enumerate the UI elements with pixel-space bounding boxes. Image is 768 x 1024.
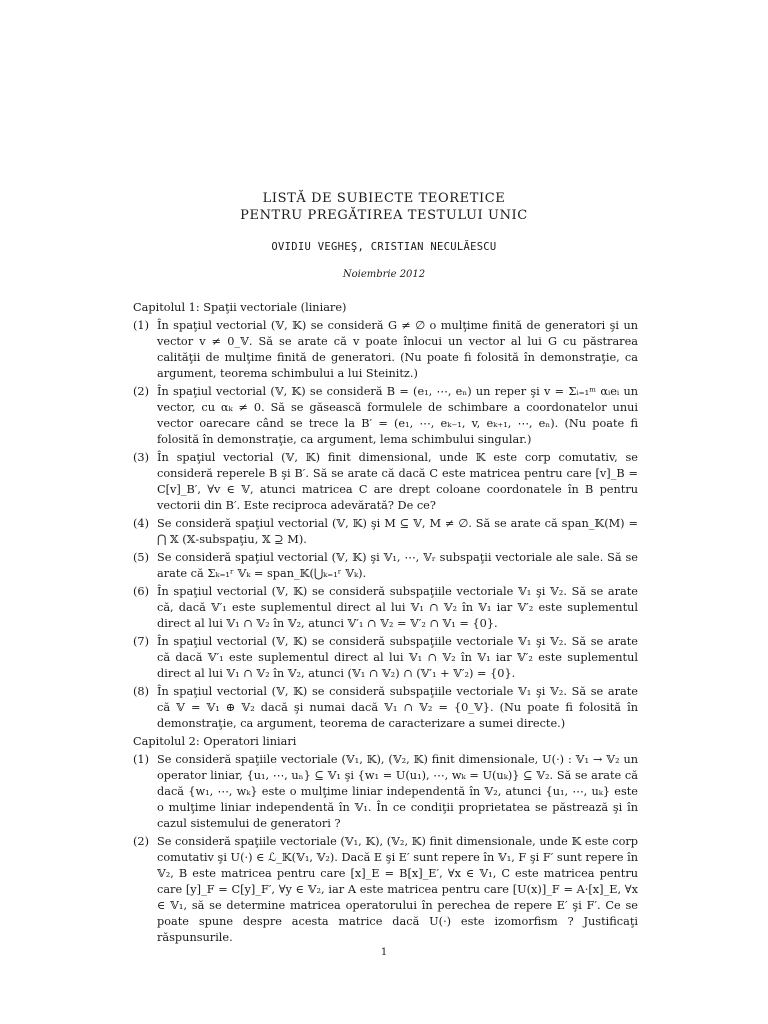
- item-number: (8): [133, 685, 150, 698]
- item-text: În spaţiul vectorial (𝕍, 𝕂) se consideră subspaţiile vectoriale 𝕍₁ şi 𝕍₂. Să se arate că 𝕍 = 𝕍₁ ⊕ 𝕍₂ dacă şi numai dacă 𝕍₁ ∩ 𝕍₂ = {0_𝕍}. (Nu poate fi folosită în demonstraţie, ca argument, teorema de caracterizare a sumei directe.): [157, 685, 638, 730]
- chapter-2-list: [133, 752, 638, 946]
- item-number: (1): [133, 753, 150, 766]
- list-item: [133, 684, 638, 732]
- list-item: [133, 450, 638, 514]
- list-item: [133, 318, 638, 382]
- list-item: [133, 550, 638, 582]
- item-number: (2): [133, 835, 150, 848]
- item-number: (6): [133, 585, 150, 598]
- list-item: [133, 634, 638, 682]
- item-number: (4): [133, 517, 150, 530]
- title-line-1: LISTĂ DE SUBIECTE TEORETICE: [262, 191, 506, 206]
- item-text: În spaţiul vectorial (𝕍, 𝕂) se consideră G ≠ ∅ o mulţime finită de generatori şi un vector v ≠ 0_𝕍. Să se arate că v poate înlocui un vector al lui G cu păstrarea calităţii de mulţime finită de generatori. (Nu poate fi folosită în demonstraţie, ca argument, teorema schimbului a lui Steinitz.): [157, 319, 638, 380]
- item-text: Se consideră spaţiul vectorial (𝕍, 𝕂) şi M ⊆ 𝕍, M ≠ ∅. Să se arate că span_𝕂(M) = ⋂ 𝕏 (𝕏-subspaţiu, 𝕏 ⊇ M).: [157, 517, 638, 546]
- item-number: (3): [133, 451, 150, 464]
- list-item: [133, 834, 638, 946]
- list-item: [133, 516, 638, 548]
- item-text: În spaţiul vectorial (𝕍, 𝕂) se consideră B = (e₁, ⋯, eₙ) un reper şi v = Σᵢ₌₁ᵐ αᵢeᵢ un vector, cu αₖ ≠ 0. Să se găsească formulele de schimbare a coordonatelor unui vector oarecare când se trece la B′ = (e₁, ⋯, eₖ₋₁, v, eₖ₊₁, ⋯, eₙ). (Nu poate fi folosită în demonstraţie, ca argument, lema schimbului singular.): [157, 385, 638, 446]
- item-text: În spaţiul vectorial (𝕍, 𝕂) se consideră subspaţiile vectoriale 𝕍₁ şi 𝕍₂. Să se arate că, dacă 𝕍′₁ este suplementul direct al lui 𝕍₁ ∩ 𝕍₂ în 𝕍₁ iar 𝕍′₂ este suplementul direct al lui 𝕍₁ ∩ 𝕍₂ în 𝕍₂, atunci 𝕍′₁ ∩ 𝕍₂ = 𝕍′₂ ∩ 𝕍₁ = {0}.: [157, 585, 638, 630]
- title-line-2: PENTRU PREGĂTIREA TESTULUI UNIC: [240, 208, 528, 223]
- page-number: 1: [380, 947, 388, 958]
- document-title: [0, 190, 768, 224]
- date: Noiembrie 2012: [342, 269, 426, 280]
- list-item: [133, 384, 638, 448]
- item-text: În spaţiul vectorial (𝕍, 𝕂) se consideră subspaţiile vectoriale 𝕍₁ şi 𝕍₂. Să se arate că dacă 𝕍′₁ este suplementul direct al lui 𝕍₁ ∩ 𝕍₂ în 𝕍₁ iar 𝕍′₂ este suplementul direct al lui 𝕍₁ ∩ 𝕍₂ în 𝕍₂, atunci (𝕍₁ ∩ 𝕍₂) ∩ (𝕍′₁ + 𝕍′₂) = {0}.: [157, 635, 638, 680]
- chapter-2-heading: Capitolul 2: Operatori liniari: [133, 735, 297, 748]
- document-body: [133, 300, 638, 948]
- list-item: [133, 752, 638, 832]
- item-number: (5): [133, 551, 150, 564]
- item-text: În spaţiul vectorial (𝕍, 𝕂) finit dimensional, unde 𝕂 este corp comutativ, se consideră reperele B şi B′. Să se arate că dacă C este matricea pentru care [v]_B = C[v]_B′, ∀v ∈ 𝕍, atunci matricea C are drept coloane coordonatele în B pentru vectorii din B′. Este reciproca adevărată? De ce?: [157, 451, 638, 512]
- item-text: Se consideră spaţiile vectoriale (𝕍₁, 𝕂), (𝕍₂, 𝕂) finit dimensionale, U(·) : 𝕍₁ → 𝕍₂ un operator liniar, {u₁, ⋯, uₙ} ⊆ 𝕍₁ şi {w₁ = U(u₁), ⋯, wₖ = U(uₖ)} ⊆ 𝕍₂. Să se arate că dacă {w₁, ⋯, wₖ} este o mulţime liniar independentă în 𝕍₂, atunci {u₁, ⋯, uₖ} este o mulţime liniar independentă în 𝕍₁. În ce condiţii proprietatea se păstrează şi în cazul sistemului de generatori ?: [157, 753, 638, 830]
- chapter-1-list: [133, 318, 638, 732]
- list-item: [133, 584, 638, 632]
- item-text: Se consideră spaţiile vectoriale (𝕍₁, 𝕂), (𝕍₂, 𝕂) finit dimensionale, unde 𝕂 este corp comutativ şi U(·) ∈ ℒ_𝕂(𝕍₁, 𝕍₂). Dacă E şi E′ sunt repere în 𝕍₁, F şi F′ sunt repere în 𝕍₂, B este matricea pentru care [x]_E = B[x]_E′, ∀x ∈ 𝕍₁, C este matricea pentru care [y]_F = C[y]_F′, ∀y ∈ 𝕍₂, iar A este matricea pentru care [U(x)]_F = A·[x]_E, ∀x ∈ 𝕍₁, să se determine matricea operatorului în perechea de repere E′ şi F′. Ce se poate spune despre acesta matrice dacă U(·) este izomorfism ? Justificaţi răspunsurile.: [157, 835, 638, 944]
- item-text: Se consideră spaţiul vectorial (𝕍, 𝕂) şi 𝕍₁, ⋯, 𝕍ᵣ subspaţii vectoriale ale sale. Să se arate că Σₖ₌₁ʳ 𝕍ₖ = span_𝕂(⋃ₖ₌₁ʳ 𝕍ₖ).: [157, 551, 638, 580]
- item-number: (2): [133, 385, 150, 398]
- authors: OVIDIU VEGHEŞ, CRISTIAN NECULĂESCU: [271, 241, 497, 253]
- item-number: (7): [133, 635, 150, 648]
- chapter-1-heading: Capitolul 1: Spaţii vectoriale (liniare): [133, 301, 347, 314]
- item-number: (1): [133, 319, 150, 332]
